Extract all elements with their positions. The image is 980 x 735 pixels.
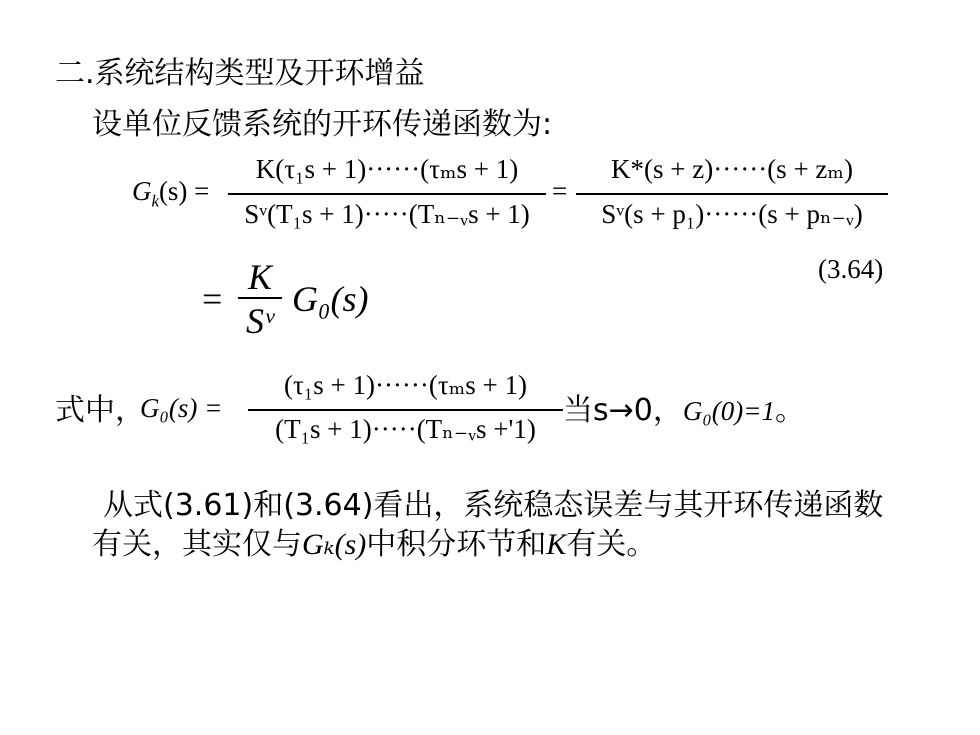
paragraph-line-1: 从式(3.61)和(3.64)看出，系统稳态误差与其开环传递函数 <box>103 488 884 523</box>
g0-numerator: (τ₁s + 1)······(τₘs + 1) <box>283 370 528 400</box>
frac1-denominator: Sᵛ(T₁s + 1)·····(Tₙ₋ᵥs + 1) <box>244 199 530 229</box>
frac3-denominator: Sᵛ <box>245 301 275 341</box>
frac2-denominator: Sᵛ(s + p₁)······(s + pₙ₋ᵥ) <box>601 199 863 229</box>
frac2-numerator: K*(s + z)······(s + zₘ) <box>611 154 853 184</box>
formula-prefix: 式中， <box>55 393 145 428</box>
frac1-bar <box>228 193 546 195</box>
frac3-numerator: K <box>247 257 272 297</box>
eq-lhs: $G_k(s)$ = <box>132 176 210 211</box>
frac2-bar <box>576 193 888 195</box>
paragraph-line-2: 有关，其实仅与Gₖ(s)中积分环节和K有关。 <box>92 527 657 562</box>
eq-line2-rhs: G₀(s) <box>292 279 369 319</box>
intro-text: 设单位反馈系统的开环传递函数为: <box>92 107 553 142</box>
eq-equals: = <box>552 176 568 206</box>
g0-bar <box>248 409 563 411</box>
frac3-bar <box>238 297 282 299</box>
eq-line2-equals: = <box>202 279 223 319</box>
condition-text: 当s→0，G₀(0)=1。 <box>563 393 805 428</box>
g0-denominator: (T₁s + 1)·····(Tₙ₋ᵥs +'1) <box>275 414 536 444</box>
frac1-numerator: K(τ₁s + 1)······(τₘs + 1) <box>255 154 519 184</box>
section-heading: 二.系统结构类型及开环增益 <box>55 56 425 91</box>
equation-label: (3.64) <box>818 254 884 284</box>
g0-lhs: G₀(s) = <box>140 393 223 423</box>
